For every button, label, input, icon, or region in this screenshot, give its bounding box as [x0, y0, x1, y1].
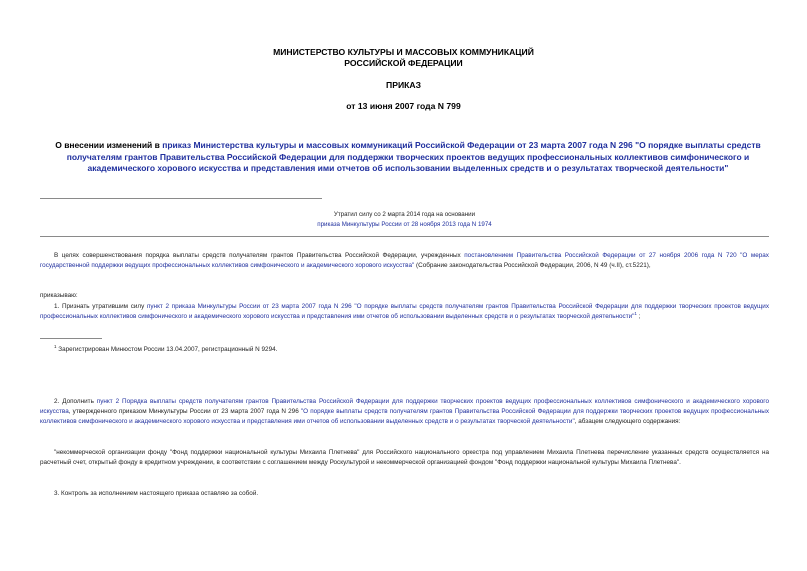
- ministry-line-2: РОССИЙСКОЙ ФЕДЕРАЦИИ: [344, 58, 463, 68]
- preamble-text-2: (Собрание законодательства Российской Федерации, 2006, N 49 (ч.II), ст.5221),: [414, 262, 651, 270]
- preamble-link-decree-720[interactable]: постановлением Правительства Российской Федерации от 27 ноября 2006 года N 720 "О мерах государственной поддержки ведущих профессиональных коллективов симфонического и академического хорового искусства": [40, 252, 769, 270]
- item-2-text-3: , абзацем следующего содержания:: [574, 418, 681, 426]
- document-date: от 13 июня 2007 года N 799: [346, 101, 461, 111]
- title-prefix: О внесении изменений в: [55, 140, 163, 150]
- status-note-link[interactable]: приказа Минкультуры России от 28 ноября 2013 года N 1974: [317, 221, 492, 228]
- order-word: приказываю:: [40, 292, 78, 299]
- footnote-divider: [40, 338, 102, 339]
- item-1-link[interactable]: пункт 2 приказа Минкультуры России от 23 марта 2007 года N 296 "О порядке выплаты средств получателям грантов Правительства Российской Федерации для поддержки творческих проектов ведущих профессиональных коллективов симфонического и академического хорового искусства и представления ими отчетов об использовании выделенных средств и о результатах творческой деятельности": [40, 303, 769, 321]
- status-note-line: Утратил силу со 2 марта 2014 года на основании: [333, 211, 476, 218]
- footnote-text: Зарегистрирован Минюстом России 13.04.2007, регистрационный N 9294.: [56, 346, 278, 353]
- item-2-text-2: , утвержденного приказом Минкультуры России от 23 марта 2007 года N 296: [68, 408, 301, 416]
- preamble-text-1: В целях совершенствования порядка выплаты средств получателям грантов Правительства Российской Федерации, учрежденных: [54, 252, 465, 259]
- divider-top: [40, 198, 322, 199]
- document-title: [52, 140, 764, 175]
- item-2-link-2[interactable]: "О порядке выплаты средств получателям грантов Правительства Российской Федерации для поддержки творческих проектов ведущих профессиональных коллективов симфонического и академического хорового искусства и представления ими отчетов об использовании выделенных средств и о результатах творческой деятельности": [40, 408, 769, 426]
- quoted-paragraph: "некоммерческой организации фонду "Фонд поддержки национальной культуры Михаила Плетнева" для Российского национального оркестра под управлением Михаила Плетнева перечисление указанных средств осуществляется на расчетный счет, открытый фонду в кредитном учреждении, в соответствии с соглашением между Роскультурой и некоммерческой организацией фондом "Фонд поддержки национальной культуры Михаила Плетнева".: [40, 449, 769, 467]
- divider-status: [40, 236, 769, 237]
- footnote-ref[interactable]: 1: [634, 310, 637, 316]
- item-1-paragraph: [40, 302, 769, 322]
- status-note: [40, 210, 769, 230]
- item-2-paragraph: [40, 397, 769, 427]
- title-link-order-296[interactable]: приказ Министерства культуры и массовых коммуникаций Российской Федерации от 23 марта 2007 года N 296 "О порядке выплаты средств получателям грантов Правительства Российской Федерации для поддержки творческих проектов ведущих профессиональных коллективов симфонического и академического хорового искусства и представления ими отчетов об использовании выделенных средств и о результатах творческой деятельности": [66, 140, 761, 174]
- item-3-paragraph: 3. Контроль за исполнением настоящего приказа оставляю за собой.: [54, 490, 259, 497]
- item-1-text-1: 1. Признать утратившим силу: [54, 303, 147, 310]
- footnote: [54, 345, 769, 355]
- preamble-paragraph: [40, 251, 769, 271]
- item-2-link-1[interactable]: пункт 2 Порядка выплаты средств получателям грантов Правительства Российской Федерации для поддержки творческих проектов ведущих профессиональных коллективов симфонического и академического хорового искусства: [40, 398, 769, 416]
- ministry-line-1: МИНИСТЕРСТВО КУЛЬТУРЫ И МАССОВЫХ КОММУНИКАЦИЙ: [273, 47, 534, 57]
- item-2-text-1: 2. Дополнить: [54, 398, 97, 405]
- footnote-mark: 1: [54, 343, 57, 349]
- document-type: ПРИКАЗ: [386, 80, 421, 90]
- item-1-text-2: ;: [636, 313, 641, 321]
